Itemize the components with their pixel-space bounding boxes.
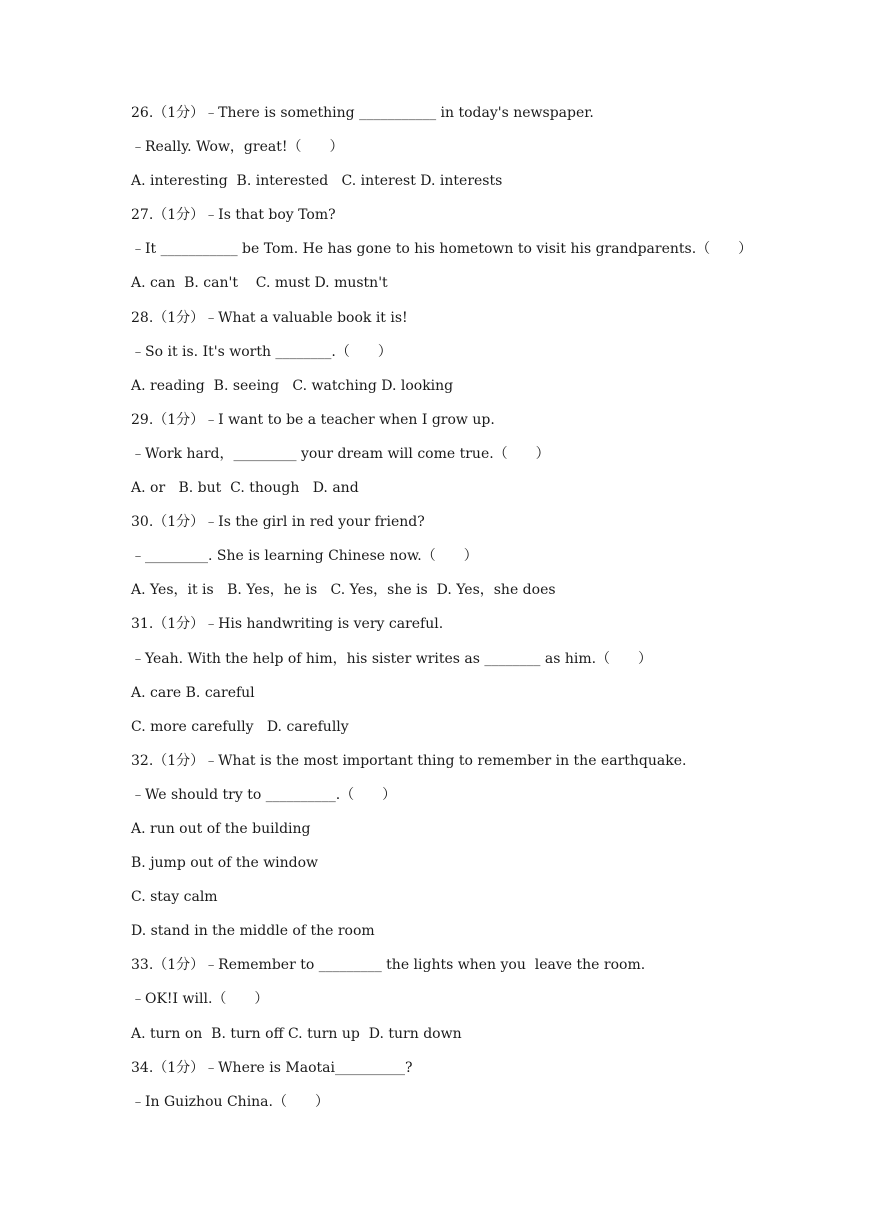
question-reply: ﹣In Guizhou China.（ ）	[131, 1093, 329, 1110]
question-block	[131, 953, 831, 1055]
answer-options: A. run out of the building	[131, 820, 311, 837]
question-reply: ﹣We should try to __________.（ ）	[131, 786, 397, 803]
question-block	[131, 749, 831, 954]
answer-options: A. Yes，it is B. Yes，he is C. Yes，she is D. Yes，she does	[131, 582, 556, 599]
question-stem: 34.（1分）﹣Where is Maotai__________?	[131, 1059, 413, 1076]
answer-options: C. stay calm	[131, 889, 218, 906]
question-stem: 31.（1分）﹣His handwriting is very careful.	[131, 616, 444, 633]
exam-document	[131, 101, 831, 1124]
question-block	[131, 408, 831, 510]
answer-options: D. stand in the middle of the room	[131, 923, 375, 940]
answer-options: B. jump out of the window	[131, 855, 319, 872]
question-reply: ﹣OK!I will.（ ）	[131, 991, 269, 1008]
question-reply: ﹣Yeah. With the help of him，his sister writes as ________ as him.（ ）	[131, 650, 653, 667]
question-stem: 30.（1分）﹣Is the girl in red your friend?	[131, 514, 425, 531]
answer-options: A. can B. can't C. must D. mustn't	[131, 275, 388, 292]
answer-options: A. interesting B. interested C. interest D. interests	[131, 173, 503, 190]
question-block	[131, 203, 831, 305]
answer-options: A. or B. but C. though D. and	[131, 480, 359, 497]
question-stem: 28.（1分）﹣What a valuable book it is!	[131, 309, 408, 326]
question-reply: ﹣It ___________ be Tom. He has gone to his hometown to visit his grandparents.（ ）	[131, 241, 753, 258]
question-reply: ﹣Really. Wow，great!（ ）	[131, 139, 344, 156]
question-stem: 33.（1分）﹣Remember to _________ the lights when you leave the room.	[131, 957, 646, 974]
answer-options: A. turn on B. turn off C. turn up D. turn down	[131, 1025, 462, 1042]
question-block	[131, 612, 831, 748]
question-block	[131, 306, 831, 408]
question-block	[131, 510, 831, 612]
question-block	[131, 101, 831, 203]
question-reply: ﹣Work hard，_________ your dream will come true.（ ）	[131, 445, 550, 462]
question-stem: 29.（1分）﹣I want to be a teacher when I grow up.	[131, 411, 495, 428]
answer-options: A. care B. careful	[131, 684, 255, 701]
question-block	[131, 1056, 831, 1124]
question-stem: 26.（1分）﹣There is something ___________ in today's newspaper.	[131, 105, 594, 121]
answer-options: C. more carefully D. carefully	[131, 718, 349, 735]
question-reply: ﹣_________. She is learning Chinese now.（ ）	[131, 548, 478, 565]
answer-options: A. reading B. seeing C. watching D. looking	[131, 377, 454, 394]
question-stem: 27.（1分）﹣Is that boy Tom?	[131, 207, 336, 224]
question-reply: ﹣So it is. It's worth ________.（ ）	[131, 343, 392, 360]
question-stem: 32.（1分）﹣What is the most important thing to remember in the earthquake.	[131, 752, 687, 769]
